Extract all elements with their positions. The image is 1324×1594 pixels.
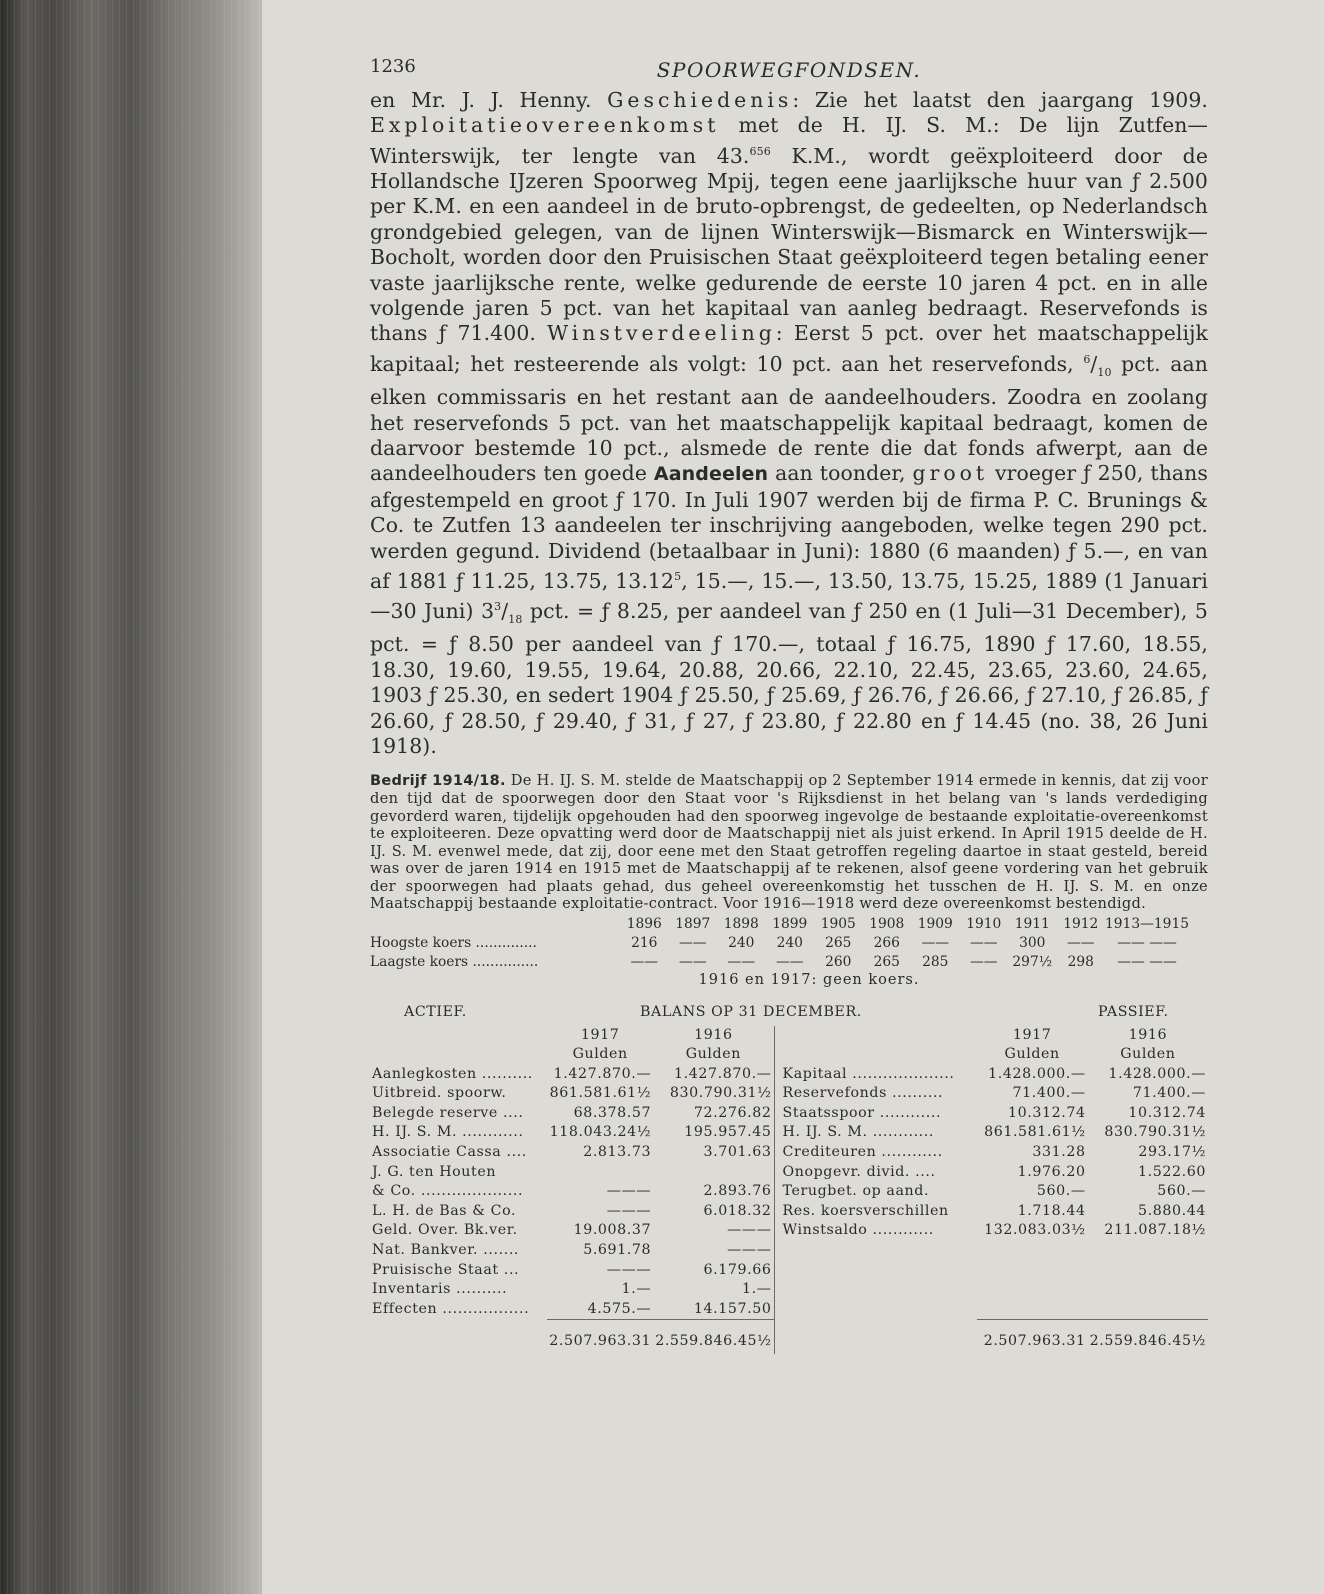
table-cell: 132.083.03½ [984,1222,1086,1239]
fraction-numerator: 3 [494,600,502,614]
row-label: H. IJ. S. M. ............ [372,1124,524,1141]
unit-header: Gulden [572,1046,628,1063]
row-label: Laagste koers ............... [370,954,539,970]
spacer-row [775,1280,1208,1300]
actief-column [370,1026,775,1355]
table-cell [775,1320,977,1355]
actief-total-row [370,1320,774,1355]
table-cell: 71.400.— [1012,1085,1086,1102]
row-label: Kapitaal .................... [782,1065,955,1082]
row-label: Onopgevr. divid. .... [782,1163,936,1180]
actief-label: ACTIEF. [404,1003,467,1020]
table-cell: 6.179.66 [703,1261,772,1278]
unit-header: Gulden [685,1046,741,1063]
total-value: 2.507.963.31 [977,1320,1088,1355]
year-header: 1897 [675,916,711,932]
text-run: en Mr. J. J. Henny. [370,88,608,112]
passief-row [775,1202,1208,1222]
table-cell: 5.691.78 [583,1242,652,1259]
fraction-denominator: 10 [1097,365,1112,379]
table-cell [1088,1241,1208,1261]
table-cell [370,915,620,934]
row-label: Staatsspoor ............ [782,1104,942,1121]
fraction-denominator: 18 [508,613,523,627]
table-cell: 1.— [621,1281,652,1298]
row-label: Winstsaldo ............ [782,1222,934,1239]
table-cell: 71.400.— [1132,1085,1206,1102]
table-cell: 10.312.74 [1128,1104,1206,1121]
table-cell: —— —— [1117,935,1177,951]
row-label: Hoogste koers .............. [370,935,537,951]
table-cell: 19.008.37 [573,1222,652,1239]
table-cell: 861.581.61½ [984,1124,1086,1141]
book-page [262,0,1324,1594]
passief-column [775,1026,1208,1355]
actief-row [370,1261,774,1281]
table-cell: 298 [1067,954,1094,970]
balance-title: BALANS OP 31 DECEMBER. [640,1003,862,1020]
year-header: 1899 [772,916,808,932]
table-cell [775,1045,977,1065]
row-label: Uitbreid. spoorw. [372,1085,507,1102]
passief-label: PASSIEF. [1098,1003,1169,1020]
table-cell: —— —— [1117,954,1177,970]
table-cell: 293.17½ [1138,1144,1206,1161]
passief-row [775,1084,1208,1104]
table-cell: 265 [873,954,900,970]
passief-rows [775,1065,1208,1241]
balance-header [370,1004,1208,1026]
text-run: aan toonder, [768,461,913,486]
row-label: L. H. de Bas & Co. [372,1202,517,1219]
table-cell: 72.276.82 [693,1104,772,1121]
balance-sheet [370,1004,1208,1355]
unit-row [370,1045,774,1065]
table-cell: 1.427.870.— [553,1065,652,1082]
table-cell: 1.428.000.— [988,1065,1086,1082]
table-cell: 14.157.50 [693,1300,772,1317]
table-cell: 1.— [741,1281,772,1298]
table-cell: ——— [727,1242,772,1259]
table-cell: 6.018.32 [703,1202,772,1219]
year-header: 1910 [966,916,1002,932]
table-cell: 2.893.76 [703,1183,772,1200]
table-cell: 285 [922,954,949,970]
total-value: 2.559.846.45½ [653,1320,773,1355]
year-header: 1908 [869,916,905,932]
table-cell: —— [969,935,998,951]
table-cell: 10.312.74 [1008,1104,1086,1121]
year-header: 1911 [1014,916,1050,932]
table-cell [653,1163,773,1183]
actief-row [370,1202,774,1222]
table-cell [1088,1280,1208,1300]
table-cell: 830.790.31½ [669,1085,772,1102]
keyword-groot: groot [912,461,989,486]
row-label: & Co. .................... [372,1183,524,1200]
table-cell: 118.043.24½ [549,1124,652,1141]
spacer-row [775,1300,1208,1320]
row-label: Terugbet. op aand. [782,1183,930,1200]
passief-row [775,1123,1208,1143]
table-cell: 560.— [1036,1183,1086,1200]
actief-row [370,1143,774,1163]
actief-row [370,1182,774,1202]
table-cell: —— [630,954,659,970]
table-cell: 861.581.61½ [549,1085,652,1102]
table-cell: ——— [727,1222,772,1239]
keyword-geschiedenis: Geschiedenis [607,88,793,112]
actief-row [370,1084,774,1104]
keyword-exploitatieovereenkomst: Exploitatieovereenkomst [370,113,720,138]
table-cell: 4.575.— [587,1300,652,1317]
year-header: 1909 [917,916,953,932]
spacer-row [775,1241,1208,1261]
koers-table [370,915,1189,972]
table-cell: 5.880.44 [1138,1202,1206,1219]
table-cell: —— [775,954,804,970]
actief-row [370,1104,774,1124]
table-cell: —— [678,954,707,970]
row-label: H. IJ. S. M. ............ [782,1124,935,1141]
table-cell [370,1045,547,1065]
year-header: 1912 [1063,916,1099,932]
table-cell: —— [678,935,707,951]
page-number: 1236 [370,56,416,77]
row-label: Inventaris .......... [372,1281,508,1298]
text-run: met de H. IJ. S. M.: De lijn Zutfen—Winterswijk, ter lengte van 43. [370,113,1208,168]
table-cell: 1.976.20 [1017,1163,1086,1180]
row-label: Reservefonds .......... [782,1085,944,1102]
actief-row [370,1280,774,1300]
total-value: 2.507.963.31 [547,1320,653,1355]
balance-columns [370,1026,1208,1355]
passief-row [775,1182,1208,1202]
unit-row [775,1045,1208,1065]
text-run: : Zie het laatst den jaargang 1909. [792,88,1208,112]
table-cell: 1.522.60 [1138,1163,1206,1180]
row-label: Res. koersverschillen [782,1202,949,1219]
table-cell: —— [969,954,998,970]
superscript: 656 [749,144,771,158]
actief-table [370,1026,774,1355]
section-heading: Bedrijf 1914/18. [370,772,506,789]
table-cell: 1.428.000.— [1108,1065,1206,1082]
passief-table [775,1026,1208,1355]
table-cell: 265 [825,935,852,951]
table-cell: 211.087.18½ [1104,1222,1206,1239]
actief-row [370,1163,774,1183]
passief-row [775,1163,1208,1183]
row-label: Pruisische Staat ... [372,1261,520,1278]
superscript: 5 [674,569,682,583]
table-cell: ——— [606,1183,652,1200]
row-label: Aanlegkosten .......... [372,1065,533,1082]
koers-year-row [370,915,1189,934]
row-label: Geld. Over. Bk.ver. [372,1222,518,1239]
table-cell: 68.378.57 [573,1104,652,1121]
text-run: K.M., wordt geëxploiteerd door de Hollandsche IJzeren Spoorweg Mpij, tegen eene jaarlijksche huur van ƒ 2.500 per K.M. en een aandeel in de bruto-opbrengst, de gedeelten, op Nederlandsch grondgebied gelegen, van de lijnen Winterswijk—Bismarck en Winterswijk—Bocholt, worden door den Pruisischen Staat geëxploiteerd tegen betaling eener vaste jaarlijksche rente, welke gedurende de eerste 10 jaren 4 pct. en in alle volgende jaren 5 pct. van het kapitaal van aanleg bedraagt. Reservefonds is thans ƒ 71.400. [370,143,1208,346]
table-cell: ——— [606,1261,652,1278]
table-cell: —— [921,935,950,951]
keyword-winstverdeeling: Winstverdeeling [547,321,776,346]
year-header: 1905 [820,916,856,932]
table-cell [977,1280,1088,1300]
year-header: 1917 [1012,1026,1052,1043]
passief-row [775,1221,1208,1241]
year-header: 1896 [626,916,662,932]
year-header: 1898 [723,916,759,932]
table-cell [775,1280,977,1300]
table-cell: —— [727,954,756,970]
year-header: 1913—1915 [1105,916,1190,932]
table-cell: 1.427.870.— [674,1065,772,1082]
main-paragraph: en Mr. J. J. Henny. Geschiedenis: Zie het laatst den jaargang 1909. Exploitatieovereenkomst met de H. IJ. S. M.: De lijn Zutfen—Winterswijk, ter lengte van 43.$^{656}$ K.M., wordt geëxploiteerd door de Hollandsche IJzeren Spoorweg Mpij, tegen eene jaarlijksche huur van ƒ 2.500 per K.M. en een aandeel in de bruto-opbrengst, de gedeelten, op Nederlandsch grondgebied gelegen, van de lijnen Winterswijk—Bismarck en Winterswijk—Bocholt, worden door den Pruisischen Staat geëxploiteerd tegen betaling eener vaste jaarlijksche rente, welke gedurende de eerste 10 jaren 4 pct. en in alle volgende jaren 5 pct. van het kapitaal van aanleg bedraagt. Reservefonds is thans ƒ 71.400. Winstverdeeling: Eerst 5 pct. over het maatschappelijk kapitaal; het resteerende als volgt: 10 pct. aan het reservefonds, $^6/_{10}$ pct. aan elken commissaris en het restant aan de aandeelhouders. Zoodra en zoolang het reservefonds 5 pct. van het maatschappelijk kapitaal bedraagt, komen de daarvoor bestemde 10 pct., alsmede de rente die dat fonds afwerpt, aan de aandeelhouders ten goede Aandeelen aan toonder, groot vroeger ƒ 250, thans afgestempeld en groot ƒ 170. In Juli 1907 werden bij de firma P. C. Brunings & Co. te Zutfen 13 aandeelen ter inschrijving aangeboden, welke tegen 290 pct. werden gegund. Dividend (betaalbaar in Juni): 1880 (6 maanden) ƒ 5.—, en van af 1881 ƒ 11.25, 13.75, 13.12$^5$, 15.—, 15.—, 13.50, 13.75, 15.25, 1889 (1 Januari—30 Juni) $3^3/_{18}$ pct. = ƒ 8.25, per aandeel van ƒ 250 en (1 Juli—31 December), 5 pct. = ƒ 8.50 per aandeel van ƒ 170.—, totaal ƒ 16.75, 1890 ƒ 17.60, 18.55, 18.30, 19.60, 19.55, 19.64, 20.88, 20.66, 22.10, 22.45, 23.65, 23.60, 24.65, 1903 ƒ 25.30, en sedert 1904 ƒ 25.50, ƒ 25.69, ƒ 26.76, ƒ 26.66, ƒ 27.10, ƒ 26.85, ƒ 26.60, ƒ 28.50, ƒ 29.40, ƒ 31, ƒ 27, ƒ 23.80, ƒ 22.80 en ƒ 14.45 (no. 38, 26 Juni 1918). [370,88,1208,759]
text-run: vroeger ƒ 250, thans afgestempeld en groot ƒ 170. In Juli 1907 werden bij de firma P. C. Brunings & Co. te Zutfen 13 aandeelen ter inschrijving aangeboden, welke tegen 290 pct. werden gegund. Dividend (betaalbaar in Juni): 1880 (6 maanden) ƒ 5.—, en van af 1881 ƒ 11.25, 13.75, 13.12 [370,461,1208,593]
text-run: : Eerst 5 pct. over het maatschappelijk kapitaal; het resteerende als volgt: 10 pct. aan het reservefonds, [370,321,1208,376]
table-cell: 830.790.31½ [1104,1124,1206,1141]
text-run: pct. = ƒ 8.25, per aandeel van ƒ 250 en (1 Juli—31 December), 5 pct. = ƒ 8.50 per aandeel van ƒ 170.—, totaal ƒ 16.75, 1890 ƒ 17.60, 18.55, 18.30, 19.60, 19.55, 19.64, 20.88, 20.66, 22.10, 22.45, 23.65, 23.60, 24.65, 1903 ƒ 25.30, en sedert 1904 ƒ 25.50, ƒ 25.69, ƒ 26.76, ƒ 26.66, ƒ 27.10, ƒ 26.85, ƒ 26.60, ƒ 28.50, ƒ 29.40, ƒ 31, ƒ 27, ƒ 23.80, ƒ 22.80 en ƒ 14.45 (no. 38, 26 Juni 1918). [370,598,1208,759]
table-cell: 297½ [1012,954,1053,970]
actief-row [370,1065,774,1085]
koers-row-laagste [370,953,1189,972]
year-header: 1916 [694,1026,733,1043]
year-header: 1917 [580,1026,620,1043]
unit-header: Gulden [1120,1046,1176,1063]
table-cell [977,1261,1088,1281]
actief-row [370,1123,774,1143]
bedrijf-paragraph [370,772,1208,913]
koers-row-hoogste [370,934,1189,953]
table-cell: 2.813.73 [583,1144,652,1161]
table-cell [547,1163,653,1183]
passief-row [775,1065,1208,1085]
fraction-numerator: 6 [1083,352,1091,366]
table-cell: 216 [631,935,658,951]
row-label: J. G. ten Houten [372,1163,497,1180]
running-title: SPOORWEGFONDSEN. [656,58,922,82]
passief-row [775,1104,1208,1124]
table-cell [977,1241,1088,1261]
table-cell: —— [1066,935,1095,951]
table-cell [775,1026,977,1046]
row-label: Nat. Bankver. ....... [372,1242,520,1259]
passief-total-row [775,1320,1208,1355]
table-cell: 195.957.45 [684,1124,772,1141]
table-cell [1088,1261,1208,1281]
table-cell: 266 [873,935,900,951]
actief-row [370,1300,774,1320]
passief-row [775,1143,1208,1163]
row-label: Crediteuren ............ [782,1144,943,1161]
row-label: Effecten ................. [372,1301,530,1318]
table-cell: 3.701.63 [703,1144,772,1161]
year-row [775,1026,1208,1046]
row-label: Belegde reserve .... [372,1104,524,1121]
koers-note: 1916 en 1917: geen koers. [698,971,920,988]
row-label: Associatie Cassa .... [372,1144,527,1161]
table-cell [1088,1300,1208,1320]
table-cell: ——— [606,1202,652,1219]
year-header: 1916 [1128,1026,1168,1043]
table-cell [370,1026,547,1046]
table-cell: 1.718.44 [1017,1202,1086,1219]
table-cell: 240 [776,935,803,951]
page-header [370,48,1208,88]
table-cell [775,1300,977,1320]
keyword-aandeelen: Aandeelen [653,463,769,486]
unit-header: Gulden [1004,1046,1060,1063]
table-cell: 240 [728,935,755,951]
table-cell: 300 [1019,935,1046,951]
actief-row [370,1241,774,1261]
table-cell: 560.— [1157,1183,1206,1200]
book-spine [0,0,262,1594]
actief-row [370,1221,774,1241]
text-run: , 15.—, 15.—, 13.50, 13.75, 15.25, 1889 (1 Januari—30 Juni) 3 [370,568,1208,623]
year-row [370,1026,774,1046]
table-cell [370,1320,547,1355]
text-run: pct. aan elken commissaris en het restant aan de aandeelhouders. Zoodra en zoolang het reservefonds 5 pct. van het maatschappelijk kapitaal bedraagt, komen de daarvoor bestemde 10 pct., alsmede de rente die dat fonds afwerpt, aan de aandeelhouders ten goede [370,351,1208,486]
table-cell [775,1261,977,1281]
spacer-row [775,1261,1208,1281]
text-run: De H. IJ. S. M. stelde de Maatschappij op 2 September 1914 ermede in kennis, dat zij voor den tijd dat de spoorwegen door den Staat voor 's Rijksdienst in het belang van 's lands verdediging gevorderd waren, tijdelijk opgehouden had den spoorweg ingevolge de bestaande exploitatie-overeenkomst te exploiteeren. Deze opvatting werd door de Maatschappij niet als juist erkend. In April 1915 deelde de H. IJ. S. M. evenwel mede, dat zij, door eene met den Staat getroffen regeling daartoe in staat gesteld, bereid was over de jaren 1914 en 1915 met de Maatschappij af te rekenen, alsof geene vordering van het gebruik der spoorwegen had plaats gehad, dus geheel overeenkomstig het tusschen de H. IJ. S. M. en onze Maatschappij bestaande exploitatie-contract. Voor 1916—1918 werd deze overeenkomst bestendigd. [370,771,1208,912]
table-cell: 260 [825,954,852,970]
page-content [370,48,1208,1354]
table-cell [977,1300,1088,1320]
table-cell: 331.28 [1032,1144,1086,1161]
total-value: 2.559.846.45½ [1088,1320,1208,1355]
actief-rows [370,1065,774,1320]
table-cell [775,1241,977,1261]
